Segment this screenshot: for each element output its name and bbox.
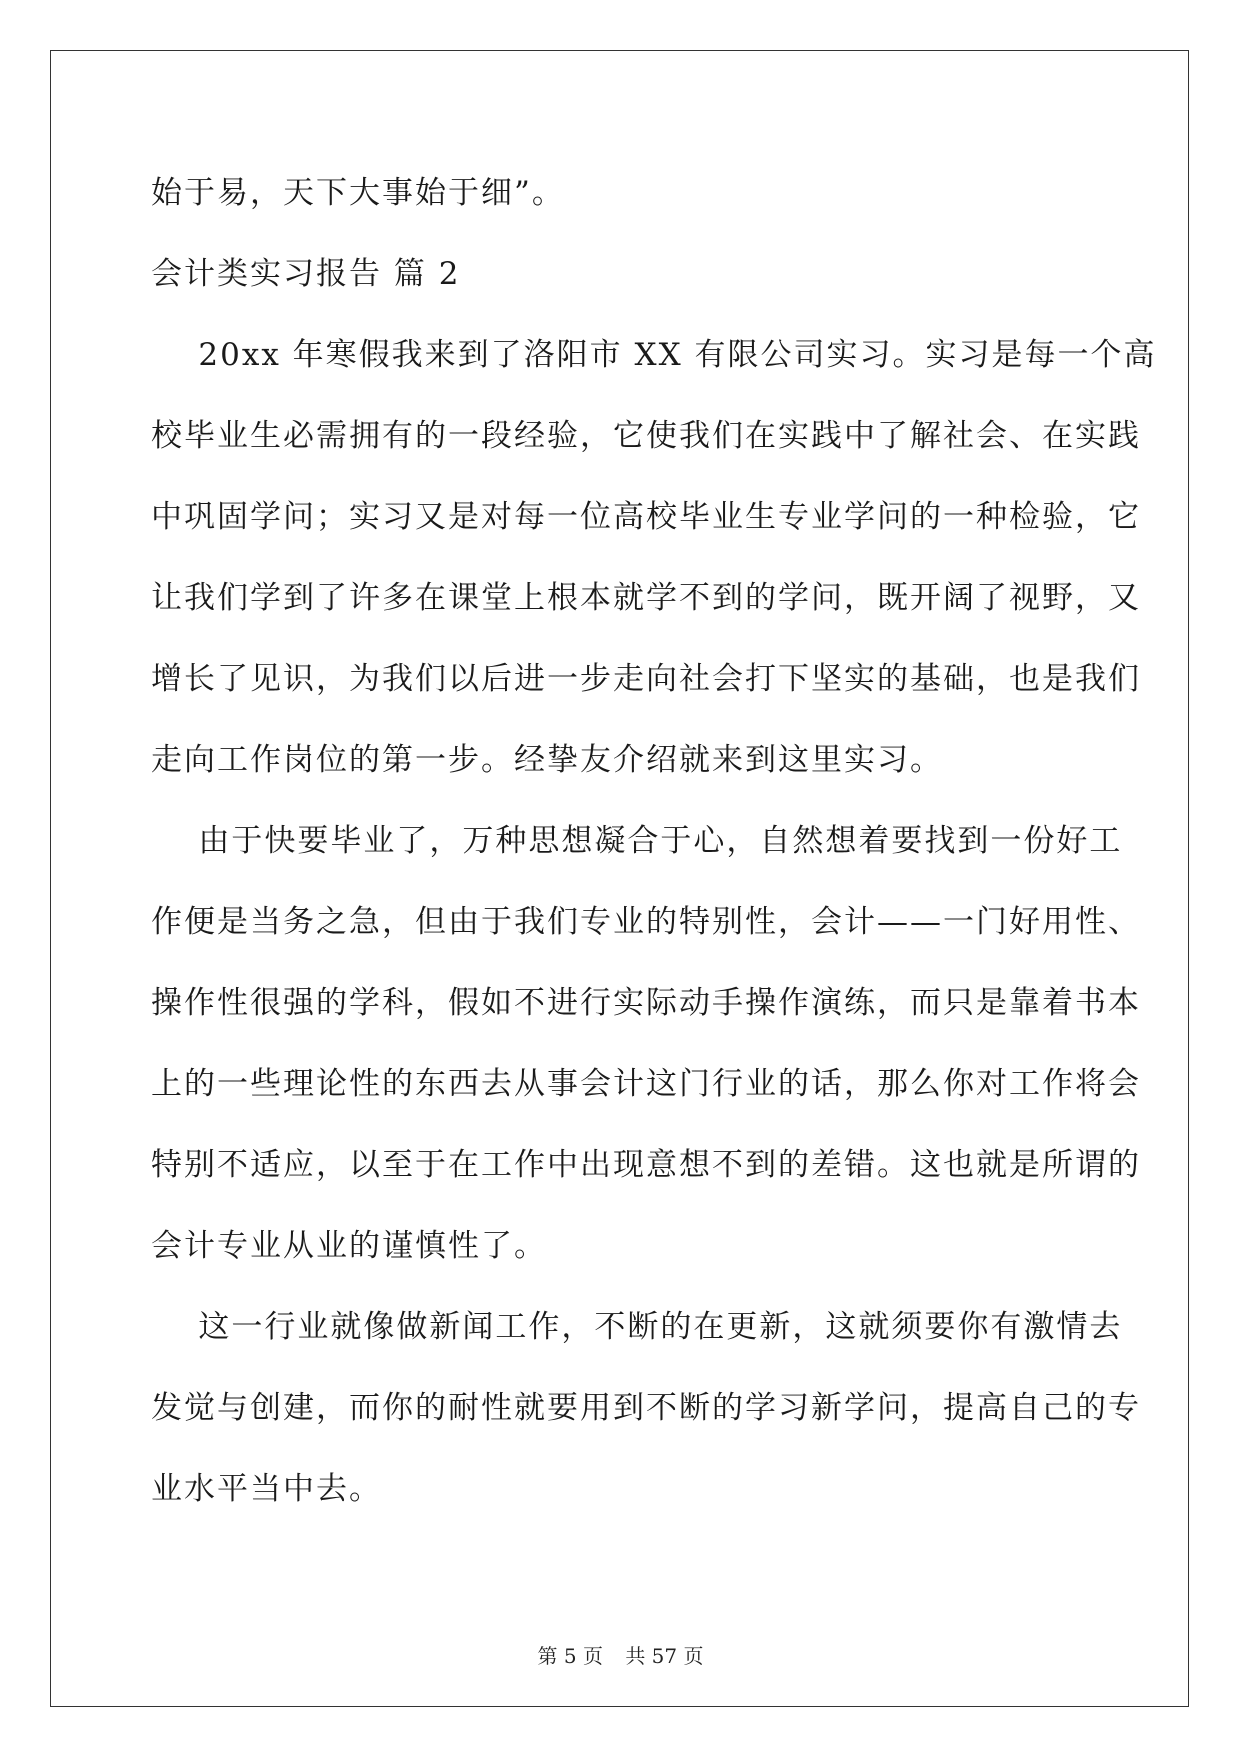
text-line: 这一行业就像做新闻工作，不断的在更新，这就须要你有激情去 [151, 1309, 1123, 1345]
section-heading: 会计类实习报告 篇 2 [151, 256, 461, 292]
page-total: 共 57 页 [625, 1644, 704, 1668]
text-line: 走向工作岗位的第一步。经挚友介绍就来到这里实习。 [151, 742, 943, 778]
document-body [151, 163, 1157, 1540]
text-line: 业水平当中去。 [151, 1471, 382, 1507]
text-line: 20xx 年寒假我来到了洛阳市 XX 有限公司实习。实习是每一个高 [151, 337, 1157, 373]
text-line: 始于易，天下大事始于细”。 [151, 175, 565, 211]
text-line: 上的一些理论性的东西去从事会计这门行业的话，那么你对工作将会 [151, 1066, 1141, 1102]
text-line: 校毕业生必需拥有的一段经验，它使我们在实践中了解社会、在实践 [151, 418, 1141, 454]
text-line: 增长了见识，为我们以后进一步走向社会打下坚实的基础，也是我们 [151, 661, 1141, 697]
page-number: 第 5 页 [537, 1644, 603, 1668]
text-line: 特别不适应，以至于在工作中出现意想不到的差错。这也就是所谓的 [151, 1147, 1141, 1183]
text-line: 会计专业从业的谨慎性了。 [151, 1228, 547, 1264]
text-line: 操作性很强的学科，假如不进行实际动手操作演练，而只是靠着书本 [151, 985, 1141, 1021]
page-footer [0, 1640, 1241, 1669]
text-line: 发觉与创建，而你的耐性就要用到不断的学习新学问，提高自己的专 [151, 1390, 1141, 1426]
text-line: 中巩固学问；实习又是对每一位高校毕业生专业学问的一种检验，它 [151, 499, 1141, 535]
text-line: 由于快要毕业了，万种思想凝合于心，自然想着要找到一份好工 [151, 823, 1123, 859]
text-line: 作便是当务之急，但由于我们专业的特别性，会计——一门好用性、 [151, 904, 1141, 940]
text-line: 让我们学到了许多在课堂上根本就学不到的学问，既开阔了视野，又 [151, 580, 1141, 616]
